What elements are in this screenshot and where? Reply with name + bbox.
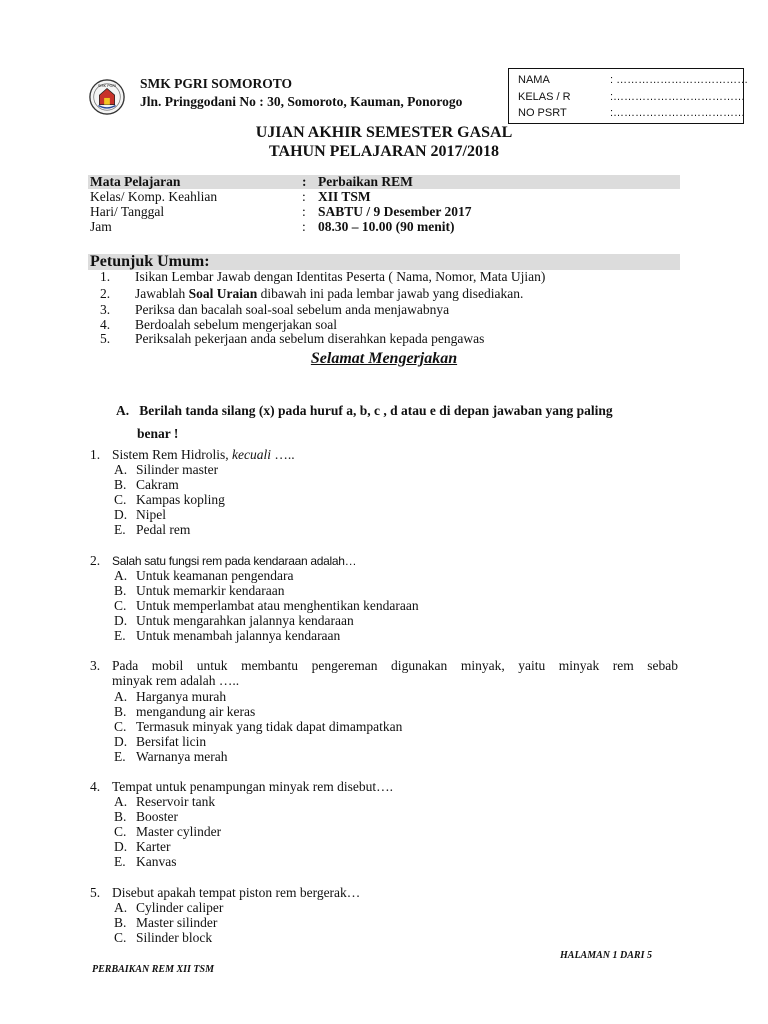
option-letter: E. [114,522,126,537]
list-text: Periksa dan bacalah soal-soal sebelum anda menjawabnya [135,302,450,317]
option-letter: D. [114,507,128,522]
answer-option[interactable] [114,507,166,523]
question-3 [90,658,678,674]
question-tail: ….. [271,447,295,462]
answer-option[interactable] [114,689,226,705]
list-text: Periksalah pekerjaan anda sebelum diserahkan kepada pengawas [135,331,485,346]
answer-option[interactable] [114,749,228,765]
list-number: 4. [100,317,111,332]
option-text: Silinder block [136,930,213,945]
list-item [100,269,545,285]
answer-option[interactable] [114,915,217,931]
answer-option[interactable] [114,704,255,720]
answer-option[interactable] [114,839,170,855]
option-text: Master silinder [136,915,218,930]
info-row-class [90,189,371,205]
option-letter: B. [114,704,127,719]
option-text: Untuk menambah jalannya kendaraan [136,628,341,643]
info-value: 08.30 – 10.00 (90 menit) [318,219,455,234]
exam-title: UJIAN AKHIR SEMESTER GASAL [255,124,513,141]
option-letter: E. [114,749,126,764]
option-letter: D. [114,613,128,628]
list-item [100,286,523,302]
option-text: Untuk memarkir kendaraan [136,583,285,598]
option-letter: A. [114,689,128,704]
section-instruction [116,403,613,419]
option-letter: B. [114,915,127,930]
option-letter: C. [114,598,127,613]
option-text: Silinder master [136,462,219,477]
question-number: 1. [90,447,101,462]
option-text: Warnanya merah [136,749,228,764]
info-colon: : [302,174,307,189]
option-text: Master cylinder [136,824,222,839]
info-colon: : [302,204,306,219]
option-text: Termasuk minyak yang tidak dapat dimampatkan [136,719,403,734]
option-letter: B. [114,583,127,598]
section-text-line1: Berilah tanda silang (x) pada huruf a, b, c , d atau e di depan jawaban yang paling [139,403,613,418]
id-label: KELAS / R [518,91,571,103]
list-text-pre: Jawablah [135,286,189,301]
page-number: HALAMAN 1 DARI 5 [560,950,652,961]
option-letter: C. [114,824,127,839]
option-text: Reservoir tank [136,794,216,809]
answer-option[interactable] [114,900,223,916]
answer-option[interactable] [114,598,419,614]
list-number: 2. [100,286,111,301]
info-colon: : [302,219,306,234]
school-address: Jln. Pringgodani No : 30, Somoroto, Kauman, Ponorogo [140,94,463,109]
option-text: Cakram [136,477,179,492]
question-text: Salah satu fungsi rem pada kendaraan adalah… [112,554,357,568]
answer-option[interactable] [114,462,218,478]
option-letter: B. [114,809,127,824]
section-letter: A. [116,403,130,418]
list-number: 3. [100,302,111,317]
option-text: Untuk mengarahkan jalannya kendaraan [136,613,354,628]
info-row-time [90,219,454,235]
question-text: Disebut apakah tempat piston rem bergerak… [112,885,361,900]
question-text-cont: minyak rem adalah ….. [112,673,240,688]
list-text: Berdoalah sebelum mengerjakan soal [135,317,338,332]
option-text: Karter [136,839,171,854]
info-row-date [90,204,472,220]
list-item [100,302,449,318]
option-text: mengandung air keras [136,704,256,719]
question-5 [90,885,360,901]
option-text: Booster [136,809,178,824]
question-4 [90,779,393,795]
option-letter: A. [114,900,128,915]
school-crest-icon [88,78,126,116]
id-row-nama [518,74,748,86]
question-2 [90,553,356,569]
option-text: Nipel [136,507,166,522]
option-letter: C. [114,930,127,945]
option-text: Harganya murah [136,689,227,704]
id-fill-line[interactable]: :……………………………… [610,107,746,119]
answer-option[interactable] [114,613,354,629]
id-row-kelas [518,91,745,103]
option-text: Pedal rem [136,522,191,537]
question-number: 4. [90,779,101,794]
info-label: Jam [90,219,112,234]
option-letter: A. [114,568,128,583]
exam-year: TAHUN PELAJARAN 2017/2018 [269,143,499,160]
option-letter: E. [114,628,126,643]
option-text: Kampas kopling [136,492,225,507]
option-text: Untuk memperlambat atau menghentikan kendaraan [136,598,419,613]
option-text: Kanvas [136,854,177,869]
question-text: Pada mobil untuk membantu pengereman digunakan minyak, yaitu minyak rem sebab [112,658,678,673]
option-text: Cylinder caliper [136,900,224,915]
info-label: Kelas/ Komp. Keahlian [90,189,218,204]
id-label: NAMA [518,74,550,86]
question-number: 5. [90,885,101,900]
answer-option[interactable] [114,583,284,599]
id-fill-line[interactable]: :……………………………… [610,91,746,103]
question-1 [90,447,295,463]
answer-option[interactable] [114,522,190,538]
question-text: Tempat untuk penampungan minyak rem disebut…. [112,779,393,794]
question-number: 3. [90,658,101,673]
info-value: SABTU / 9 Desember 2017 [318,204,472,219]
info-value: Perbaikan REM [318,174,413,189]
option-letter: A. [114,794,128,809]
answer-option[interactable] [114,477,179,493]
option-letter: A. [114,462,128,477]
info-row-subject [90,174,413,190]
answer-option[interactable] [114,492,225,508]
info-label: Mata Pelajaran [90,174,181,189]
section-text-line2: benar ! [137,426,179,441]
info-value: XII TSM [318,189,371,204]
list-number: 1. [100,269,111,284]
answer-option[interactable] [114,719,402,735]
option-letter: D. [114,839,128,854]
student-id-box [508,68,749,124]
info-colon: : [302,189,306,204]
answer-option[interactable] [114,568,293,584]
answer-option[interactable] [114,854,177,870]
list-text: Isikan Lembar Jawab dengan Identitas Peserta ( Nama, Nomor, Mata Ujian) [135,269,546,284]
logo-text: SMK PGRI [97,83,117,89]
option-text: Untuk keamanan pengendara [136,568,294,583]
petunjuk-heading: Petunjuk Umum: [90,253,210,270]
good-luck-heading: Selamat Mengerjakan [310,350,458,367]
question-text: Sistem Rem Hidrolis, [112,447,233,462]
question-number: 2. [90,553,101,568]
answer-option[interactable] [114,930,212,946]
option-letter: C. [114,492,127,507]
option-letter: D. [114,734,128,749]
id-row-nopsrt [518,107,745,119]
id-fill-line[interactable]: : ……………………………… [610,74,749,86]
question-emphasis: kecuali [232,447,271,462]
answer-option[interactable] [114,628,340,644]
option-letter: B. [114,477,127,492]
list-text-bold: Soal Uraian [188,286,258,301]
list-item [100,331,484,347]
answer-option[interactable] [114,809,178,825]
answer-option[interactable] [114,824,221,840]
answer-option[interactable] [114,794,215,810]
option-letter: E. [114,854,126,869]
list-number: 5. [100,331,111,346]
option-letter: C. [114,719,127,734]
footer-subject: PERBAIKAN REM XII TSM [92,964,214,975]
option-text: Bersifat licin [136,734,207,749]
id-label: NO PSRT [518,107,567,119]
info-label: Hari/ Tanggal [90,204,165,219]
answer-option[interactable] [114,734,206,750]
school-name: SMK PGRI SOMOROTO [140,76,293,91]
list-text-post: dibawah ini pada lembar jawab yang disediakan. [257,286,524,301]
